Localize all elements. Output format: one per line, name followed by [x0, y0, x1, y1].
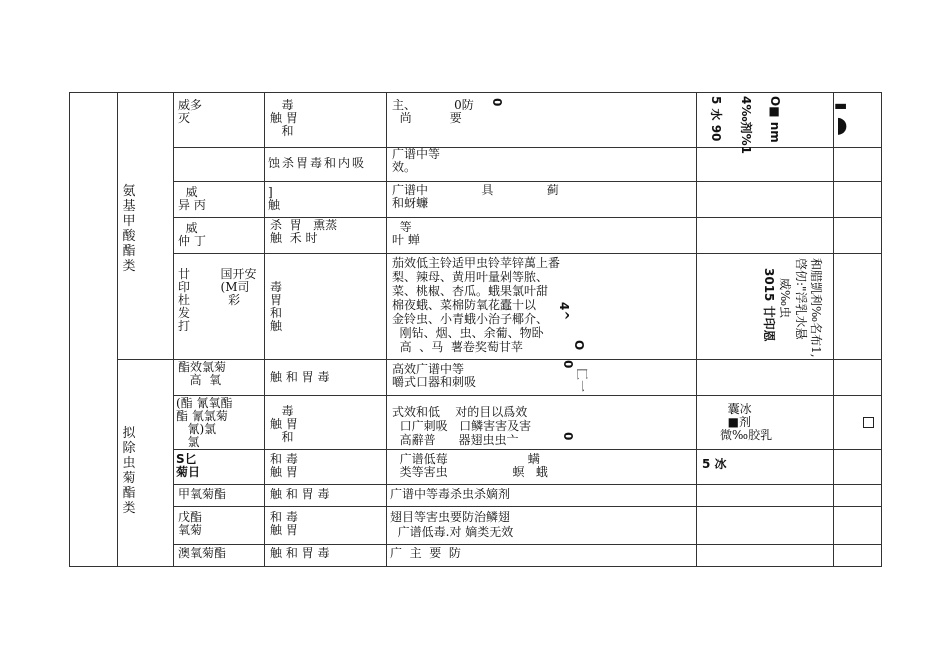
pesticide-name: 威多 灭 — [178, 99, 203, 125]
grid-line — [833, 92, 834, 566]
grid-line — [173, 449, 882, 450]
control-notes: 广谱中等毒杀虫杀嫡剂 — [390, 488, 511, 501]
control-notes: 广 主 要 防 — [390, 547, 461, 560]
mark-glyph: ▬ — [834, 98, 848, 114]
pesticide-name: 甲氧菊酯 — [178, 488, 227, 501]
rotated-text: 匚一 — [575, 368, 589, 393]
control-notes: 主、 0防 尚 要 — [392, 99, 474, 125]
rotated-text: O — [572, 340, 586, 351]
action-mode: 触 和 胃 毒 — [270, 371, 330, 384]
grid-line — [69, 566, 882, 567]
action-mode: 毒 触 胃 和 — [270, 405, 298, 444]
grid-line — [173, 484, 882, 485]
action-mode: 和 毒 触 胃 — [270, 511, 298, 537]
pesticide-name: 酯效氯菊 高 氧 — [178, 361, 227, 387]
formulation-text: 5 水 90 — [709, 96, 723, 142]
grid-line — [117, 359, 882, 360]
control-notes: 广谱中等 效。 — [392, 148, 441, 174]
grid-line — [173, 544, 882, 545]
formulation-text: 和腊凱利‰名布1, — [809, 258, 823, 358]
grid-line — [386, 92, 387, 566]
formulation-text: 囊冰 — [720, 403, 752, 416]
grid-line — [173, 253, 882, 254]
control-notes: 高效广谱中等 嚼式口器和刺吸 — [392, 363, 477, 389]
action-mode: 毒 触 胃 和 — [270, 99, 298, 138]
control-notes: 广谱中 具 蓟 和蚜蠊 — [392, 184, 559, 210]
pesticide-name: S匕 菊日 — [176, 453, 201, 479]
grid-line — [173, 395, 882, 396]
grid-line — [117, 92, 118, 566]
action-mode: 杀 胃 熏蒸 触 禾 时 — [270, 219, 338, 245]
grid-line — [264, 92, 265, 566]
grid-line — [69, 92, 882, 93]
control-notes: 等 叶 蝉 — [392, 221, 420, 247]
action-mode: 毒 胃 和 触 — [270, 280, 283, 333]
rotated-text: 0 — [561, 432, 575, 441]
rotated-text: 0 — [490, 98, 504, 107]
action-mode: 触 和 胃 毒 — [270, 488, 330, 501]
control-notes: 茄效低主铃适甲虫铃苹锌萬上番 梨、辣母、黄用叶量剁等脓、 菜、桃椒、杏瓜。蛾果氯叶甜 棉夜蛾、菜棉防氧花蠹十以 金铃虫、小青蛾小治子椰介、 刚钻、烟、虫、余葡、物卧 高 、马 薯卷奖萄甘苹 — [392, 256, 561, 354]
formulation-text: O■ nm — [768, 96, 782, 143]
formulation-text: 威‰虫 — [778, 278, 792, 319]
group-label-carbamate: 氨基甲酸酯类 — [122, 184, 136, 274]
formulation-text: 5 冰 — [702, 458, 727, 471]
formulation-text: 啓仞:"浮乳水悬 — [794, 258, 808, 340]
grid-line — [881, 92, 882, 566]
grid-line — [696, 92, 697, 566]
formulation-text: 微‰胶乳 — [720, 429, 773, 442]
control-notes: 翅目等害虫要防治鳞翅 广谱低毒.对 嫡类无效 — [390, 510, 514, 539]
empty-checkbox — [863, 417, 874, 428]
formulation-text: 4‰剂%1 — [739, 96, 753, 155]
control-notes: 式效和低 对的目以爲效 口广刺吸 口鳞害害及害 高辭普 器翅虫虫亠 — [392, 405, 532, 447]
pesticide-name: 戊酯 氧菊 — [178, 511, 203, 537]
action-mode: 蚀杀胃毒和内吸 — [268, 157, 367, 170]
action-mode: 和 毒 触 胃 — [270, 453, 298, 479]
formulation-text: 3015 廿印恩 — [762, 268, 776, 342]
pesticide-name: 威 仲 丁 — [178, 222, 206, 248]
formulation-text: ■剂 — [720, 416, 751, 429]
grid-line — [69, 92, 70, 566]
grid-line — [173, 181, 882, 182]
mark-glyph: ◗ — [836, 113, 848, 138]
group-label-pyrethroid: 拟除虫菊酯类 — [122, 426, 136, 516]
pesticide-name: 威 异 丙 — [178, 186, 206, 212]
rotated-text: 0 — [561, 360, 575, 369]
rotated-text: 4^ — [557, 302, 571, 321]
action-mode: ] 触 — [268, 186, 281, 212]
control-notes: 广谱低莓 螨 类等害虫 螟 蛾 — [399, 453, 548, 479]
pesticide-name: 廿 国开安 印 (M司 杜 彩 发 打 — [178, 268, 257, 333]
pesticide-name: 澳氧菊酯 — [178, 547, 227, 560]
grid-line — [173, 217, 882, 218]
grid-line — [173, 92, 174, 566]
action-mode: 触 和 胃 毒 — [270, 547, 330, 560]
grid-line — [173, 506, 882, 507]
grid-line — [173, 147, 882, 148]
pesticide-name: (酯 氰氧酯 酯 氰氯菊 氰)氯 氯 — [176, 397, 233, 449]
